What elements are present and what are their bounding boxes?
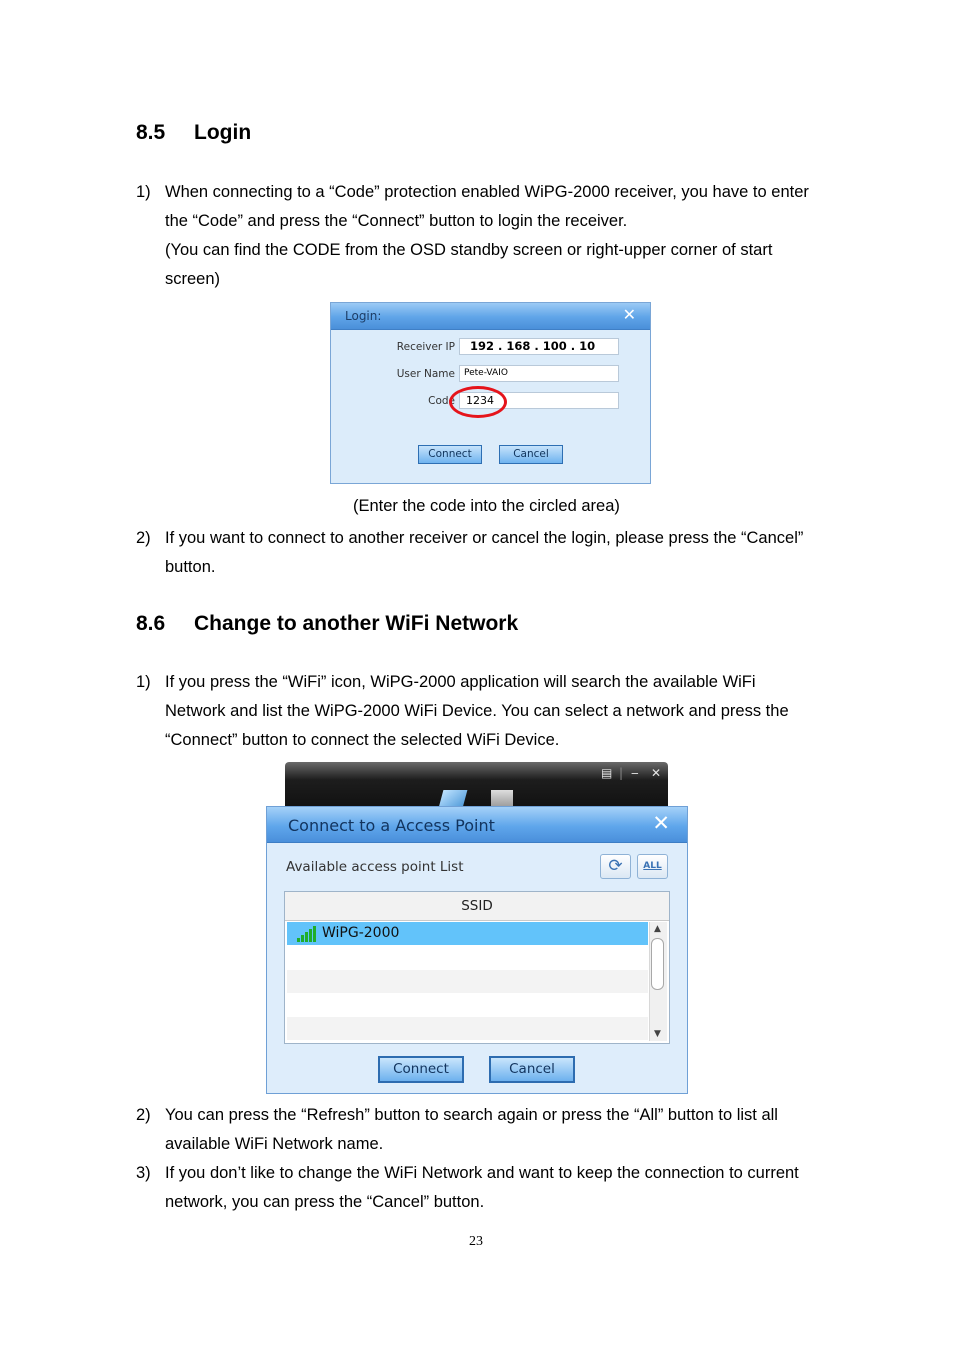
step-text: If you want to connect to another receiver or cancel the login, please press the “Cancel” button.	[165, 529, 804, 576]
code-label: Code	[428, 395, 455, 407]
section-heading-login	[136, 121, 251, 145]
close-icon[interactable]: ✕	[652, 811, 670, 835]
scroll-thumb[interactable]	[651, 938, 664, 990]
login-titlebar	[331, 303, 650, 330]
highlight-circle	[449, 386, 507, 418]
section-title: Login	[194, 121, 252, 144]
section-title: Change to another WiFi Network	[194, 612, 519, 635]
cancel-button[interactable]: Cancel	[499, 445, 563, 464]
step-text: You can press the “Refresh” button to search again or press the “All” button to list all available WiFi Network name.	[165, 1106, 778, 1153]
signal-strength-icon	[297, 925, 317, 942]
empty-row	[287, 946, 648, 969]
user-name-field[interactable]: Pete-VAIO	[459, 365, 619, 382]
minimize-icon[interactable]: ‒	[631, 766, 639, 780]
receiver-ip-field[interactable]: 192 . 168 . 100 . 10	[459, 338, 619, 355]
refresh-icon[interactable]: ⟳	[600, 854, 631, 879]
ap-titlebar	[267, 807, 687, 843]
empty-row	[287, 993, 648, 1016]
section-number: 8.5	[136, 121, 166, 144]
separator: |	[619, 766, 624, 780]
menu-icon[interactable]: ▤	[601, 766, 613, 780]
figure-caption: (Enter the code into the circled area)	[353, 497, 620, 515]
code-field[interactable]: 1234	[459, 392, 619, 409]
close-icon[interactable]: ✕	[651, 766, 662, 780]
close-icon[interactable]: ✕	[622, 305, 636, 324]
step-number: 1)	[136, 673, 151, 691]
empty-row	[287, 1017, 648, 1040]
connect-button[interactable]: Connect	[378, 1056, 464, 1083]
login-dialog	[330, 302, 651, 484]
wifi-step-3	[136, 1159, 816, 1217]
step-number: 1)	[136, 183, 151, 201]
cancel-button[interactable]: Cancel	[489, 1056, 575, 1083]
step-number: 3)	[136, 1164, 151, 1182]
user-name-label: User Name	[396, 368, 455, 380]
page-number: 23	[469, 1234, 483, 1249]
access-point-dialog	[266, 806, 688, 1094]
section-number: 8.6	[136, 612, 166, 635]
available-list-label: Available access point List	[286, 859, 464, 875]
connect-button[interactable]: Connect	[418, 445, 482, 464]
scroll-up-icon[interactable]: ▲	[654, 924, 661, 934]
login-step-2	[136, 524, 816, 582]
empty-row	[287, 970, 648, 993]
wifi-step-2	[136, 1101, 816, 1159]
scroll-down-icon[interactable]: ▼	[654, 1029, 661, 1039]
step-text: When connecting to a “Code” protection enabled WiPG-2000 receiver, you have to enter the “Code” and press the “Connect” button to login the receiver.	[165, 183, 809, 230]
receiver-ip-label: Receiver IP	[396, 341, 455, 353]
list-item[interactable]	[287, 922, 648, 945]
login-step-1	[136, 178, 816, 294]
section-heading-wifi	[136, 612, 518, 636]
step-text: If you press the “WiFi” icon, WiPG-2000 application will search the available WiFi Network and list the WiPG-2000 WiFi Device. You can select a network and press the “Connect” button to connect the selected WiFi Device.	[165, 673, 789, 749]
access-point-list	[284, 891, 670, 1044]
all-icon[interactable]: ALL	[637, 854, 668, 879]
scrollbar[interactable]	[649, 922, 667, 1041]
step-text: If you don’t like to change the WiFi Network and want to keep the connection to current network, you can press the “Cancel” button.	[165, 1164, 799, 1211]
step-number: 2)	[136, 1106, 151, 1124]
ap-title: Connect to a Access Point	[288, 816, 495, 835]
step-note: (You can find the CODE from the OSD standby screen or right-upper corner of start screen)	[165, 241, 773, 288]
wifi-step-1	[136, 668, 816, 755]
network-name: WiPG-2000	[322, 925, 400, 941]
login-title: Login:	[345, 309, 382, 323]
column-header-ssid: SSID	[285, 892, 669, 921]
step-number: 2)	[136, 529, 151, 547]
